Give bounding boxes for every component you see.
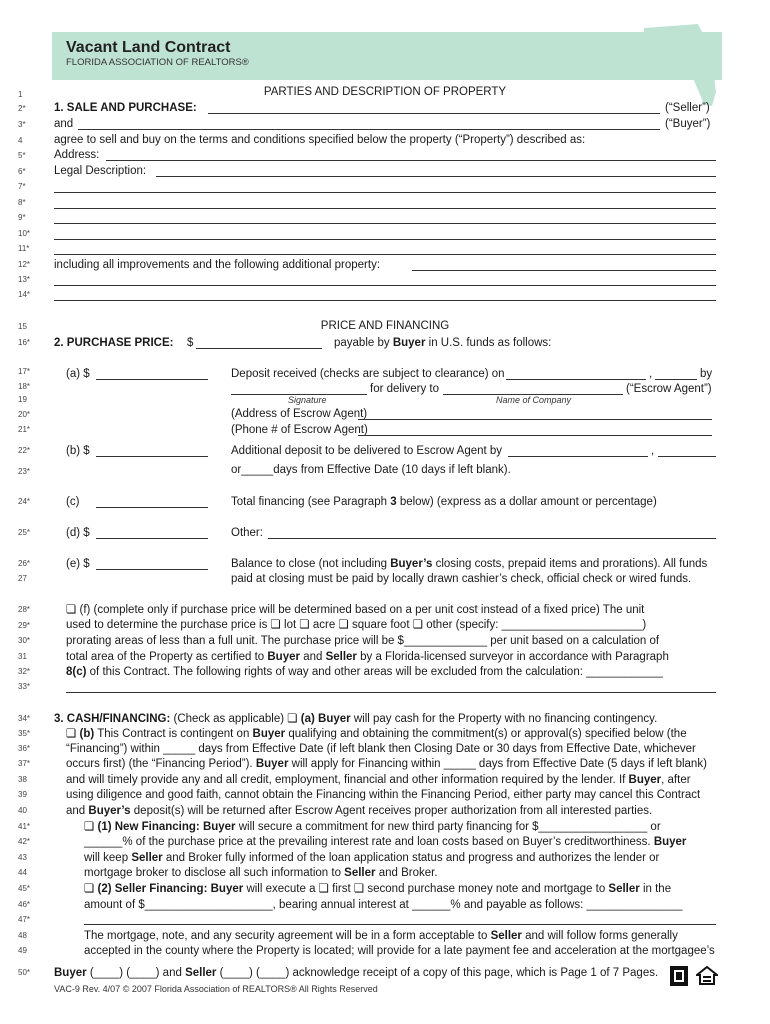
purchase-price-field[interactable]: [196, 348, 322, 349]
line-number: 15: [18, 322, 27, 331]
line-number: 26*: [18, 559, 31, 568]
line-number: 40: [18, 806, 27, 815]
item-f-line-4: total area of the Property as certified to Buyer and Seller by a Florida-licensed surveyor in accordance with Paragraph: [66, 651, 669, 663]
escrow-phone-label: (Phone # of Escrow Agent): [231, 424, 368, 436]
deposit-by: by: [700, 368, 713, 380]
additional-deposit-date-field[interactable]: [508, 456, 648, 457]
signature-caption: Signature: [288, 395, 327, 405]
line-number: 13*: [18, 275, 31, 284]
form-footer-info: VAC-9 Rev. 4/07 © 2007 Florida Association of REALTORS® All Rights Reserved: [54, 984, 378, 994]
payment-terms-line[interactable]: [84, 924, 716, 925]
additional-property-field[interactable]: [412, 270, 716, 271]
deposit-text: Deposit received (checks are subject to clearance) on: [231, 368, 505, 380]
line-number: 20*: [18, 410, 31, 419]
diligence-line: using diligence and good faith, cannot obtain the Financing within the Financing Period, either party may cancel this Contract: [66, 789, 701, 801]
other-label: Other:: [231, 527, 263, 539]
mortgage-broker-line: mortgage broker to disclose all such information to Seller and Broker.: [84, 867, 438, 879]
line-number: 28*: [18, 605, 31, 614]
purchase-price-dollar: $: [187, 337, 194, 349]
line-number: 7*: [18, 182, 26, 191]
line-number: 21*: [18, 425, 31, 434]
total-financing-text: Total financing (see Paragraph 3 below) (express as a dollar amount or percentage): [231, 496, 657, 508]
payable-text: payable by Buyer in U.S. funds as follows:: [334, 337, 552, 349]
deposit-return-line: and Buyer’s deposit(s) will be returned after Escrow Agent receives proper authorization from all interested parties.: [66, 805, 653, 817]
additional-deposit-text: Additional deposit to be delivered to Escrow Agent by: [231, 445, 503, 457]
item-f-line-5: 8(c) of this Contract. The following rights of way and other areas will be excluded from the calculation: ____________: [66, 666, 663, 678]
legal-description-line[interactable]: [54, 192, 716, 193]
deposit-date-field[interactable]: [506, 379, 646, 380]
credit-info-line: and will timely provide any and all credit, employment, financial and other information required by the lender. If Buyer, after: [66, 774, 691, 786]
item-f-line-3: prorating areas of less than a full unit. The purchase price will be $_____________ per unit based on a calculation of: [66, 635, 660, 647]
loan-status-line: will keep Seller and Broker fully informed of the loan application status and progress and authorizes the lender or: [84, 852, 660, 864]
escrow-address-field[interactable]: [358, 419, 712, 420]
realtor-logo-icon: [670, 966, 688, 986]
section-heading-price: PRICE AND FINANCING: [320, 320, 450, 332]
line-number: 36*: [18, 744, 31, 753]
line-number: 1: [18, 90, 23, 99]
other-field[interactable]: [268, 538, 716, 539]
county-forms-line: accepted in the county where the Property is located; will provide for a late payment fee and acceleration at the mortgagee’s: [84, 945, 715, 957]
additional-deposit-comma: ,: [651, 445, 655, 457]
escrow-phone-field[interactable]: [358, 435, 712, 436]
legal-description-field[interactable]: [156, 176, 716, 177]
address-label: Address:: [54, 149, 100, 161]
seller-field[interactable]: [208, 113, 660, 114]
line-number: 29*: [18, 621, 31, 630]
item-c-amount-field[interactable]: [96, 507, 208, 508]
line-number: 47*: [18, 915, 31, 924]
additional-property-line[interactable]: [54, 300, 716, 301]
seller-financing-line: ❏ (2) Seller Financing: Buyer will execute a ❏ first ❏ second purchase money note and mortgage to Seller in the: [84, 883, 672, 895]
balance-text: Balance to close (not including Buyer’s closing costs, prepaid items and prorations). All funds: [231, 558, 708, 570]
section-heading-parties: PARTIES AND DESCRIPTION OF PROPERTY: [263, 86, 507, 98]
buyer-label: (“Buyer”): [665, 118, 711, 130]
cash-financing-line: 3. CASH/FINANCING: (Check as applicable) ❏ (a) Buyer will pay cash for the Property with no financing contingency.: [54, 713, 658, 725]
financing-b-line: ❏ (b) This Contract is contingent on Buyer qualifying and obtaining the commitment(s) or approval(s) specified below (the: [66, 728, 687, 740]
line-number: 49: [18, 946, 27, 955]
item-e-label: (e) $: [66, 558, 90, 570]
item-b-label: (b) $: [66, 445, 90, 457]
line-number: 43: [18, 853, 27, 862]
legal-description-line[interactable]: [54, 223, 716, 224]
deposit-comma: ,: [649, 368, 653, 380]
item-d-amount-field[interactable]: [96, 538, 208, 539]
page-acknowledgement: Buyer (____) (____) and Seller (____) (____) acknowledge receipt of a copy of this page, which is Page 1 of 7 Pages.: [54, 967, 659, 979]
escrow-agent-label: (“Escrow Agent”): [626, 383, 712, 395]
line-number: 9*: [18, 213, 26, 222]
legal-description-label: Legal Description:: [54, 165, 147, 177]
line-number: 39: [18, 790, 27, 799]
line-number: 19: [18, 395, 27, 404]
additional-deposit-year-field[interactable]: [658, 456, 716, 457]
line-number: 27: [18, 574, 27, 583]
purchase-percent-line: ______% of the purchase price at the prevailing interest rate and loan costs based on Buyer’s creditworthiness. Buyer: [84, 836, 687, 848]
line-number: 6*: [18, 167, 26, 176]
line-number: 5*: [18, 151, 26, 160]
form-subtitle: FLORIDA ASSOCIATION OF REALTORS®: [66, 57, 249, 68]
new-financing-line: ❏ (1) New Financing: Buyer will secure a commitment for new third party financing for $_________________ or: [84, 821, 661, 833]
additional-property-label: including all improvements and the following additional property:: [54, 259, 381, 271]
line-number: 10*: [18, 229, 31, 238]
line-number: 35*: [18, 729, 31, 738]
line-number: 34*: [18, 714, 31, 723]
line-number: 12*: [18, 260, 31, 269]
item-b-amount-field[interactable]: [96, 456, 208, 457]
line-number: 25*: [18, 528, 31, 537]
line-number: 3*: [18, 120, 26, 129]
item-f-line-1: ❏ (f) (complete only if purchase price will be determined based on a per unit cost instead of a fixed price) The unit: [66, 604, 645, 616]
form-title: Vacant Land Contract: [66, 39, 231, 56]
additional-property-line[interactable]: [54, 285, 716, 286]
line-number: 32*: [18, 667, 31, 676]
line-number: 42*: [18, 837, 31, 846]
line-number: 33*: [18, 682, 31, 691]
line-number: 24*: [18, 497, 31, 506]
line-number: 16*: [18, 338, 31, 347]
balance-text-2: paid at closing must be paid by locally drawn cashier’s check, official check or wired funds.: [231, 573, 692, 585]
line-number: 23*: [18, 467, 31, 476]
legal-description-line[interactable]: [54, 254, 716, 255]
legal-description-line[interactable]: [54, 239, 716, 240]
item-d-label: (d) $: [66, 527, 90, 539]
deposit-year-field[interactable]: [655, 379, 697, 380]
line-number: 41*: [18, 822, 31, 831]
line-number: 37*: [18, 759, 31, 768]
equal-housing-icon: [696, 966, 718, 986]
and-label: and: [54, 118, 74, 130]
address-field[interactable]: [106, 160, 716, 161]
line-number: 22*: [18, 446, 31, 455]
item-c-label: (c): [66, 496, 80, 508]
financing-period-line: “Financing”) within _____ days from Effective Date (if left blank then Closing Date or 30 days from Effective Date, whichever: [66, 743, 696, 755]
or-days-text: or_____days from Effective Date (10 days if left blank).: [231, 464, 511, 476]
for-delivery-text: for delivery to: [370, 383, 440, 395]
purchase-price-title: 2. PURCHASE PRICE:: [54, 337, 174, 349]
seller-label: (“Seller”): [665, 102, 710, 114]
line-number: 2*: [18, 104, 26, 113]
line-number: 17*: [18, 367, 31, 376]
item-a-amount-field[interactable]: [96, 379, 208, 380]
line-number: 11*: [18, 244, 30, 253]
buyer-field[interactable]: [78, 129, 660, 130]
legal-description-line[interactable]: [54, 208, 716, 209]
line-number: 14*: [18, 290, 31, 299]
line-number: 31: [18, 652, 27, 661]
line-number: 48: [18, 931, 27, 940]
line-number: 44: [18, 868, 27, 877]
financing-apply-line: occurs first) (the “Financing Period”). Buyer will apply for Financing within _____ days from Effective Date (5 days if left blank): [66, 758, 707, 770]
item-a-label: (a) $: [66, 368, 90, 380]
escrow-address-label: (Address of Escrow Agent): [231, 408, 368, 420]
line-number: 45*: [18, 884, 31, 893]
item-e-amount-field[interactable]: [96, 569, 208, 570]
company-caption: Name of Company: [496, 395, 572, 405]
sale-purchase-title: 1. SALE AND PURCHASE:: [54, 102, 197, 114]
line-number: 18*: [18, 382, 31, 391]
excluded-areas-line[interactable]: [66, 692, 716, 693]
line-number: 50*: [18, 968, 31, 977]
line-number: 30*: [18, 636, 31, 645]
mortgage-form-line: The mortgage, note, and any security agreement will be in a form acceptable to Seller and will follow forms generally: [84, 930, 678, 942]
line-number: 46*: [18, 900, 31, 909]
line-number: 8*: [18, 198, 26, 207]
line-number: 4: [18, 136, 23, 145]
seller-financing-amount-line: amount of $____________________, bearing annual interest at ______% and payable as follows: _______________: [84, 899, 683, 911]
agree-text: agree to sell and buy on the terms and conditions specified below the property (“Property”) described as:: [54, 134, 586, 146]
line-number: 38: [18, 775, 27, 784]
item-f-line-2: used to determine the purchase price is ❏ lot ❏ acre ❏ square foot ❏ other (specify: ______________________): [66, 619, 647, 631]
